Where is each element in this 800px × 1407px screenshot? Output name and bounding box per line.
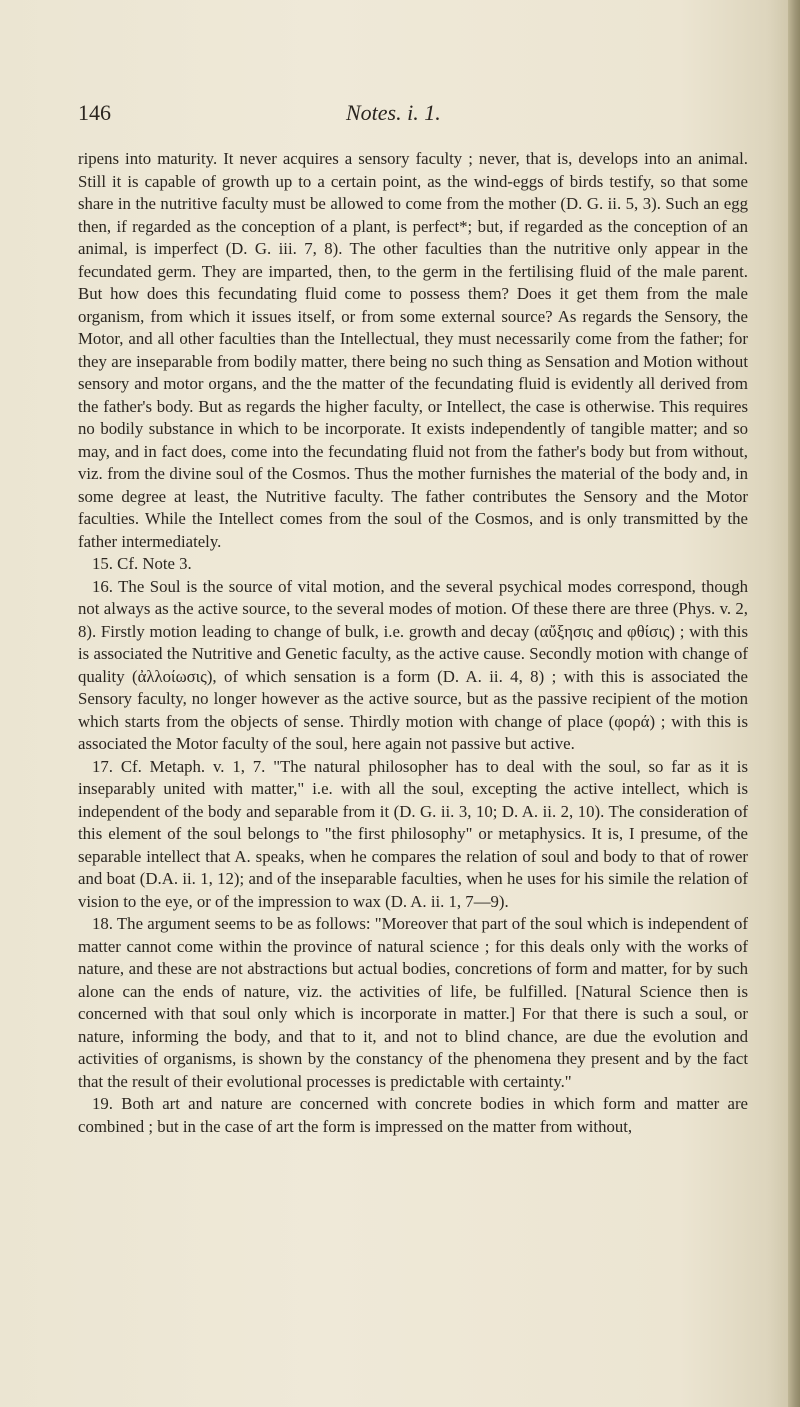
page-edge-shadow (788, 0, 800, 1407)
note-19: 19. Both art and nature are concerned with concrete bodies in which form and matter are combined ; but in the case of art the form is impressed on the matter from without, (78, 1094, 748, 1136)
note-17: 17. Cf. Metaph. v. 1, 7. "The natural philosopher has to deal with the soul, so far as it is inseparably united with matter," i.e. with all the soul, excepting the active intellect, which is independent of the body and separable from it (D. G. ii. 3, 10; D. A. ii. 2, 10). The consideration of this element of the soul belongs to "the first philosophy" or metaphysics. It is, I presume, of the separable intellect that A. speaks, when he compares the relation of soul and body to that of rower and boat (D.A. ii. 1, 12); and of the inseparable faculties, when he uses for his simile the relation of vision to the eye, or of the impression to wax (D. A. ii. 1, 7—9). (78, 756, 748, 911)
paragraph-continuation: ripens into maturity. It never acquires a sensory faculty ; never, that is, develops into an animal. Still it is capable of growth up to a certain point, as the wind-eggs of birds testify, so that some share in the nutritive faculty must be allowed to come from the mother (D. G. ii. 5, 3). Such an egg then, if regarded as the conception of a plant, is perfect*; but, if regarded as the conception of an animal, is imperfect (D. G. iii. 7, 8). The other faculties than the nutritive only appear in the fecundated germ. They are imparted, then, to the germ in the fertilising fluid of the male parent. But how does this fecundating fluid come to possess them? Does it get them from the male organism, from which it issues itself, or from some external source? As regards the Sensory, the Motor, and all other faculties than the Intellectual, they must necessarily come from the father; for they are inseparable from bodily matter, there being no such thing as Sensation and Motion without sensory and motor organs, and the the matter of the fecundating fluid is evidently all derived from the father's body. But as regards the higher faculty, or Intellect, the case is otherwise. This requires no bodily substance in which to be incorporate. It exists independently of tangible matter; and so may, and in fact does, come into the fecundating fluid not from the father's body but from without, viz. from the divine soul of the Cosmos. Thus the mother furnishes the material of the body and, in some degree at least, the Nutritive faculty. The father contributes the Sensory and the Motor faculties. While the Intellect comes from the soul of the Cosmos, and is only transmitted by the father intermediately. (78, 149, 748, 551)
note-16: 16. The Soul is the source of vital motion, and the several psychical modes correspond, though not always as the active source, to the several modes of motion. Of these there are three (Phys. v. 2, 8). Firstly motion leading to change of bulk, i.e. growth and decay (αὔξησις and φθίσις) ; with this is associated the Nutritive and Genetic faculty, as the active cause. Secondly motion with change of quality (ἀλλοίωσις), of which sensation is a form (D. A. ii. 4, 8) ; with this is associated the Sensory faculty, no longer however as the active source, but as the passive recipient of the motion which starts from the objects of sense. Thirdly motion with change of place (φορά) ; with this is associated the Motor faculty of the soul, here again not passive but active. (78, 576, 748, 753)
note-15: 15. Cf. Note 3. (92, 554, 192, 573)
page-header (78, 100, 748, 140)
page-number: 146 (78, 100, 111, 125)
running-head: Notes. i. 1. (346, 100, 441, 125)
note-18: 18. The argument seems to be as follows: "Moreover that part of the soul which is independent of matter cannot come within the province of natural science ; for this deals only with the works of nature, and these are not abstractions but actual bodies, concretions of form and matter, for by such alone can the ends of nature, viz. the activities of life, be fulfilled. [Natural Science then is concerned with that soul only which is incorporate in matter.] For that there is such a soul, or nature, informing the body, and that to it, and not to blind chance, are due the evolution and activities of organisms, is shown by the constancy of the phenomena they present and by the fact that the result of their evolutional processes is predictable with certainty." (78, 914, 748, 1091)
notes-body (78, 148, 748, 1138)
